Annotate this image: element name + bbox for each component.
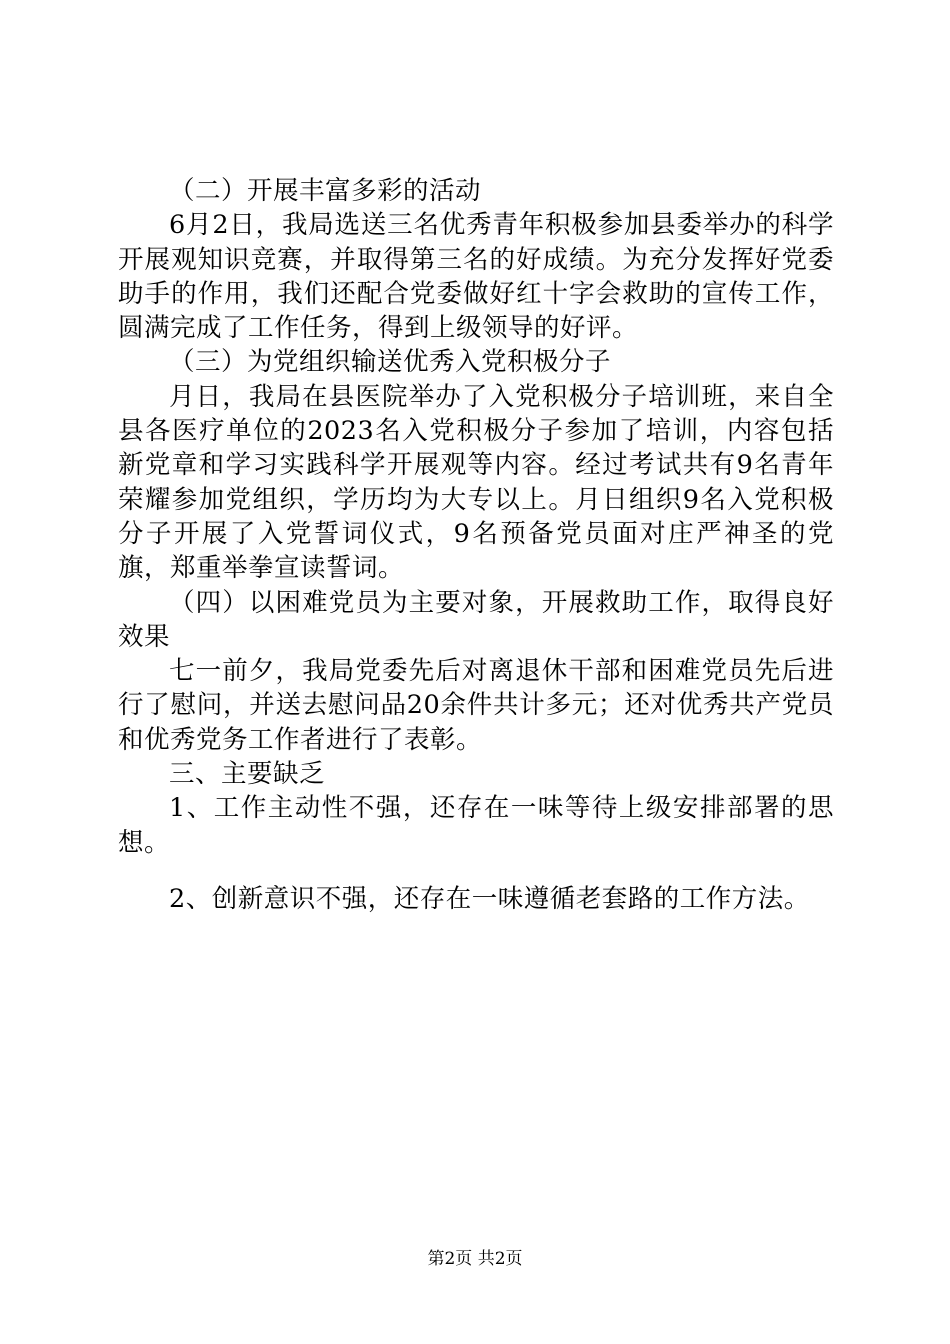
section-heading-shortcomings: 三、主要缺乏 — [169, 759, 326, 790]
shortcoming-item-1: 1、工作主动性不强，还存在一味等待上级安排部署的思想。 — [118, 793, 834, 858]
section-heading-relief-work: （四）以困难党员为主要对象，开展救助工作，取得良好效果 — [118, 587, 834, 652]
section-heading-party-members: （三）为党组织输送优秀入党积极分子 — [169, 347, 612, 378]
paragraph-knowledge-contest: 6月2日，我局选送三名优秀青年积极参加县委举办的科学开展观知识竞赛，并取得第三名的好成绩。为充分发挥好党委助手的作用，我们还配合党委做好红十字会救助的宣传工作，圆满完成了工作任务，得到上级领导的好评。 — [118, 210, 834, 344]
shortcoming-item-2: 2、创新意识不强，还存在一味遵循老套路的工作方法。 — [169, 883, 810, 914]
page-number-footer: 第2页 共2页 — [427, 1249, 523, 1269]
section-heading-activities: （二）开展丰富多彩的活动 — [169, 176, 482, 206]
paragraph-july-first-visits: 七一前夕，我局党委先后对离退休干部和困难党员先后进行了慰问，并送去慰问品20余件共计多元；还对优秀共产党员和优秀党务工作者进行了表彰。 — [118, 656, 834, 755]
document-body — [118, 174, 834, 916]
paragraph-training-class: 月日，我局在县医院举办了入党积极分子培训班，来自全县各医疗单位的2023名入党积极分子参加了培训，内容包括新党章和学习实践科学开展观等内容。经过考试共有9名青年荣耀参加党组织，学历均为大专以上。月日组织9名入党积极分子开展了入党誓词仪式，9名预备党员面对庄严神圣的党旗，郑重举拳宣读誓词。 — [118, 381, 834, 584]
